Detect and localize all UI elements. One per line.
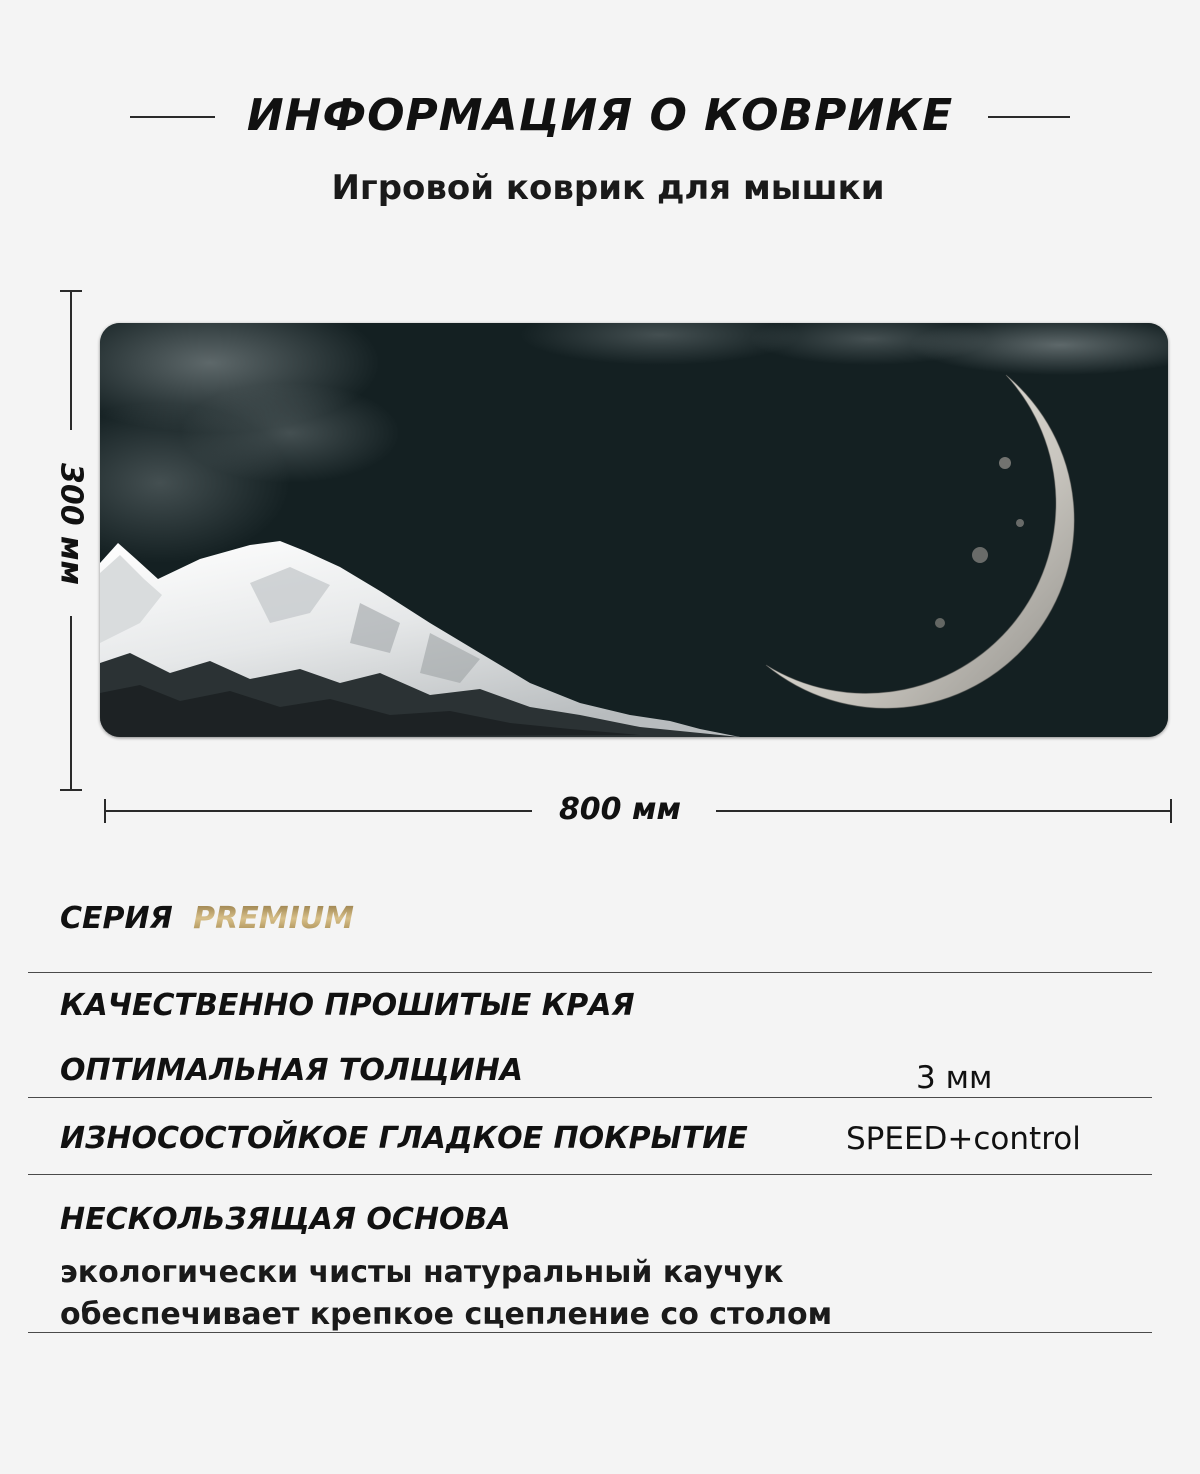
height-dimension-label: 300 мм	[53, 462, 89, 586]
height-dimension-line-bottom	[70, 616, 72, 790]
series-label: СЕРИЯ	[60, 901, 173, 936]
surface-value: SPEED+control	[846, 1121, 1081, 1157]
base-description-line-1: экологически чисты натуральный каучук	[60, 1255, 784, 1290]
page-title: ИНФОРМАЦИЯ О КОВРИКЕ	[246, 90, 954, 141]
base-description-line-2: обеспечивает крепкое сцепление со столом	[60, 1297, 833, 1332]
page-subtitle: Игровой коврик для мышки	[331, 168, 885, 208]
divider-1	[28, 972, 1152, 973]
series-row	[60, 899, 354, 939]
title-rule-right	[988, 116, 1070, 118]
height-dimension-line-top	[70, 290, 72, 430]
thickness-value: 3 мм	[916, 1060, 993, 1096]
mousepad-image	[100, 323, 1168, 737]
width-dimension-line-left	[104, 810, 532, 812]
width-dimension-right-tick	[1170, 799, 1172, 823]
thickness-label: ОПТИМАЛЬНАЯ ТОЛЩИНА	[60, 1053, 523, 1088]
surface-label: ИЗНОСОСТОЙКОЕ ГЛАДКОЕ ПОКРЫТИЕ	[60, 1121, 748, 1156]
divider-3	[28, 1174, 1152, 1175]
width-dimension-line-right	[716, 810, 1172, 812]
height-dimension-bottom-tick	[60, 789, 82, 791]
stitched-edges-label: КАЧЕСТВЕННО ПРОШИТЫЕ КРАЯ	[60, 988, 635, 1023]
width-dimension-label: 800 мм	[558, 792, 682, 827]
base-label: НЕСКОЛЬЗЯЩАЯ ОСНОВА	[60, 1202, 511, 1237]
series-value: PREMIUM	[193, 901, 354, 936]
divider-2	[28, 1097, 1152, 1098]
divider-4	[28, 1332, 1152, 1333]
